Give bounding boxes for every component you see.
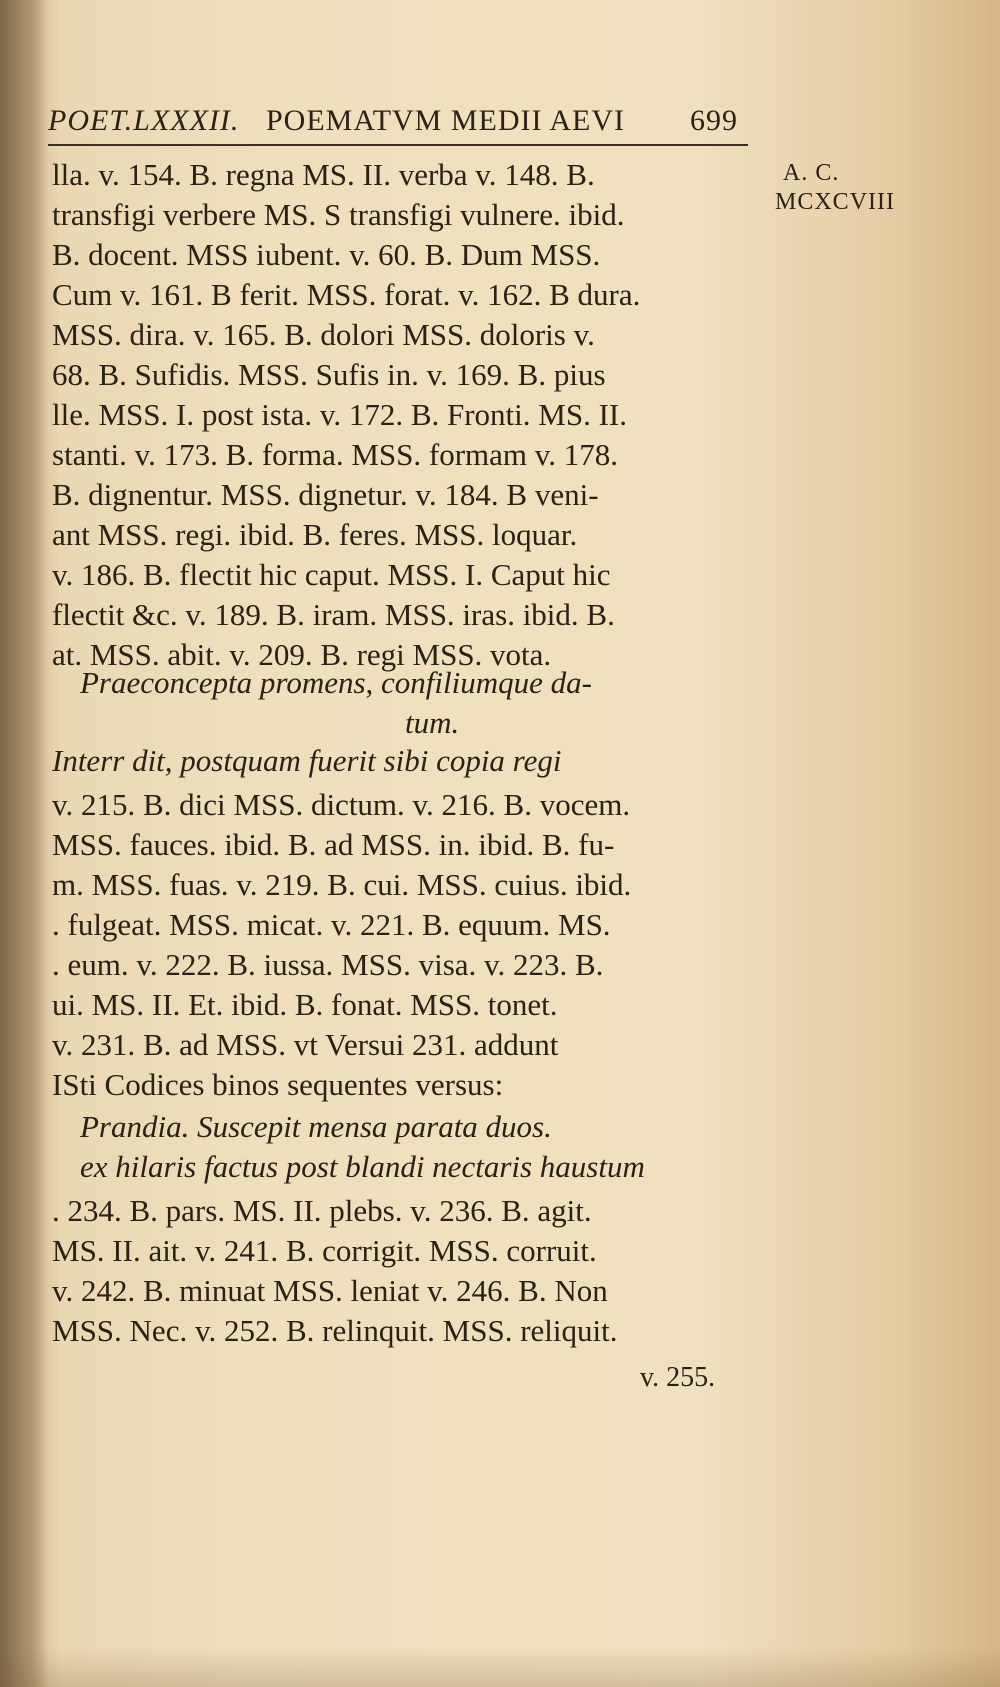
text-line-6: 68. B. Sufidis. MSS. Sufis in. v. 169. B. pius: [52, 357, 606, 392]
text-line-11: v. 186. B. flectit hic caput. MSS. I. Caput hic: [52, 557, 611, 592]
text-line-10: ant MSS. regi. ibid. B. feres. MSS. loquar.: [52, 517, 578, 552]
margin-year: [775, 160, 895, 216]
text-line-24: v. 242. B. minuat MSS. leniat v. 246. B. Non: [52, 1273, 608, 1308]
margin-year-line1: A. C.: [783, 160, 840, 186]
header-left: POET.LXXXII.: [48, 104, 240, 137]
text-line-2: transfigi verbere MS. S transfigi vulnere. ibid.: [52, 197, 625, 232]
text-line-13: at. MSS. abit. v. 209. B. regi MSS. vota.: [52, 637, 552, 672]
text-line-9: B. dignentur. MSS. dignetur. v. 184. B veni-: [52, 477, 599, 512]
catchword: v. 255.: [640, 1362, 716, 1393]
running-header: [48, 96, 748, 146]
text-line-17: . fulgeat. MSS. micat. v. 221. B. equum. MS.: [52, 907, 611, 942]
text-line-20: v. 231. B. ad MSS. vt Versui 231. addunt: [52, 1027, 559, 1062]
text-line-7: lle. MSS. I. post ista. v. 172. B. Fronti. MS. II.: [52, 397, 627, 432]
page-number: 699: [690, 104, 738, 137]
verse-line-4: ex hilaris factus post blandi nectaris haustum: [80, 1149, 645, 1184]
text-line-23: MS. II. ait. v. 241. B. corrigit. MSS. corruit.: [52, 1233, 597, 1268]
page-gutter: [0, 0, 48, 1687]
text-line-22: . 234. B. pars. MS. II. plebs. v. 236. B. agit.: [52, 1193, 592, 1228]
text-line-18: . eum. v. 222. B. iussa. MSS. visa. v. 223. B.: [52, 947, 604, 982]
text-line-16: m. MSS. fuas. v. 219. B. cui. MSS. cuius. ibid.: [52, 867, 632, 902]
text-line-5: MSS. dira. v. 165. B. dolori MSS. doloris v.: [52, 317, 595, 352]
text-line-12: flectit &c. v. 189. B. iram. MSS. iras. ibid. B.: [52, 597, 615, 632]
text-line-4: Cum v. 161. B ferit. MSS. forat. v. 162. B dura.: [52, 277, 641, 312]
verse-line-3: Prandia. Suscepit mensa parata duos.: [80, 1109, 552, 1144]
margin-year-line2: MCXCVIII: [775, 189, 895, 215]
text-line-15: MSS. fauces. ibid. B. ad MSS. in. ibid. B. fu-: [52, 827, 615, 862]
text-line-1: lla. v. 154. B. regna MS. II. verba v. 148. B.: [52, 157, 595, 192]
text-line-8: stanti. v. 173. B. forma. MSS. formam v. 178.: [52, 437, 619, 472]
text-line-19: ui. MS. II. Et. ibid. B. fonat. MSS. tonet.: [52, 987, 558, 1022]
verse-line-1-cont: tum.: [405, 705, 460, 740]
header-title: POEMATVM MEDII AEVI: [266, 104, 625, 137]
page-bottom-shading: [0, 1647, 1000, 1687]
text-line-14: v. 215. B. dici MSS. dictum. v. 216. B. vocem.: [52, 787, 631, 822]
text-line-25: MSS. Nec. v. 252. B. relinquit. MSS. reliquit.: [52, 1313, 618, 1348]
text-line-3: B. docent. MSS iubent. v. 60. B. Dum MSS.: [52, 237, 601, 272]
text-line-21: ISti Codices binos sequentes versus:: [52, 1067, 504, 1102]
verse-line-1: Praeconcepta promens, confiliumque da-: [80, 665, 592, 700]
verse-line-2: Interr dit, postquam fuerit sibi copia regi: [52, 743, 562, 778]
